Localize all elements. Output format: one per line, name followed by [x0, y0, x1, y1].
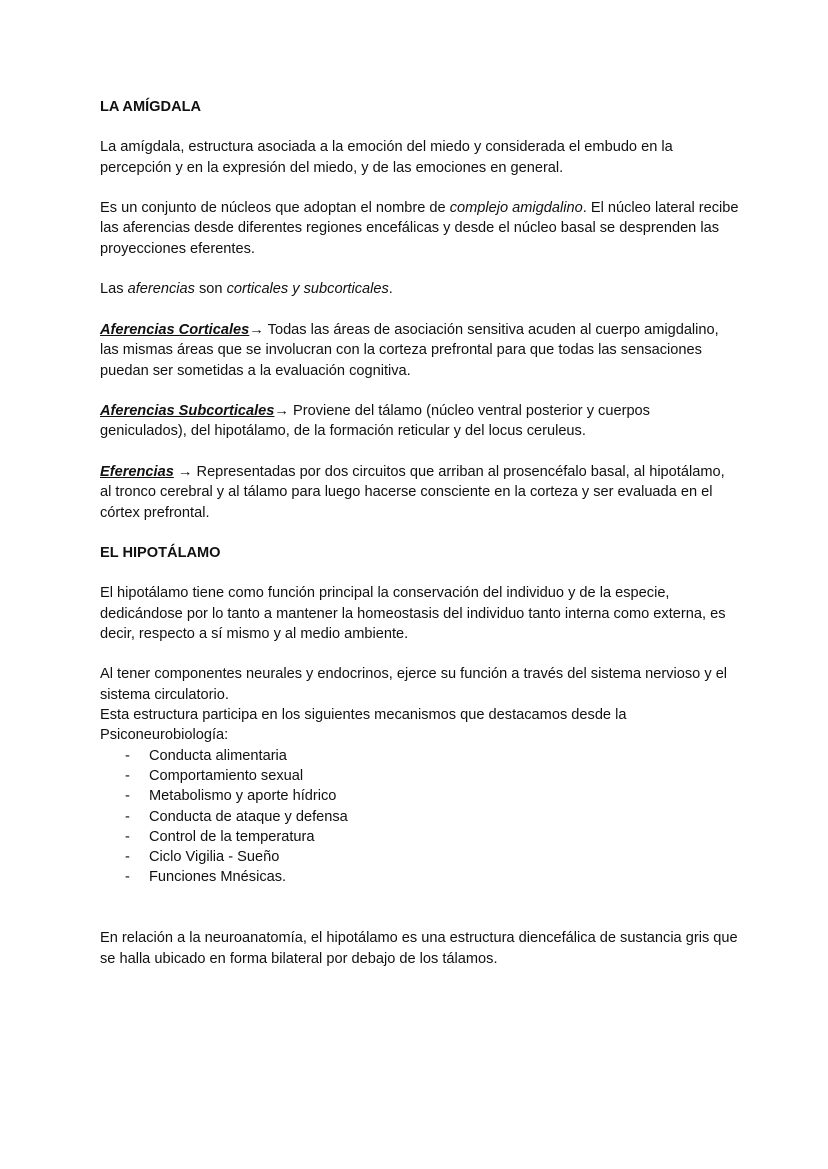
text-run: → Representadas por dos circuitos que arriban al prosencéfalo basal, al hipotálamo, al tronco cerebral y al tálamo para luego hacerse consciente en la corteza y ser evaluada en el córtex prefrontal. [100, 464, 725, 521]
list-item: - Funciones Mnésicas. [100, 867, 740, 887]
list-item: - Conducta alimentaria [100, 746, 740, 766]
hipotalamo-componentes-paragraph: Al tener componentes neurales y endocrinos, ejerce su función a través del sistema nervioso y el sistema circulatorio. [100, 666, 728, 703]
hipotalamo-mecanismos-intro: Esta estructura participa en los siguientes mecanismos que destacamos desde la Psiconeurobiología: [100, 707, 627, 744]
aferencias-subcorticales-term: Aferencias Subcorticales [100, 403, 275, 420]
complejo-amigdalino-term: complejo amigdalino [449, 200, 583, 217]
section-title-hipotalamo: EL HIPOTÁLAMO [100, 544, 221, 561]
text-run: → Todas las áreas de asociación sensitiva acuden al cuerpo amigdalino, las mismas áreas que se involucran con la corteza prefrontal para que todas las sensaciones puedan ser sometidas a la evaluación cognitiva. [100, 321, 719, 379]
text-run: son [194, 281, 227, 298]
corticales-subcorticales-term: corticales y subcorticales [226, 281, 389, 298]
amigdala-intro: La amígdala, estructura asociada a la emoción del miedo y considerada el embudo en la percepción y en la expresión del miedo, y de las emociones en general. [100, 139, 673, 176]
aferencias-term: aferencias [127, 281, 195, 298]
eferencias-term: Eferencias [100, 464, 174, 481]
aferencias-summary [100, 279, 740, 299]
text-run: → Proviene del tálamo (núcleo ventral posterior y cuerpos geniculados), del hipotálamo, de la formación reticular y del locus ceruleus. [100, 403, 650, 440]
hipotalamo-neuroanatomia-paragraph: En relación a la neuroanatomía, el hipotálamo es una estructura diencefálica de sustancia gris que se halla ubicado en forma bilateral por debajo de los tálamos. [100, 930, 738, 967]
list-item: - Comportamiento sexual [100, 766, 740, 786]
text-run: Las [100, 281, 128, 298]
list-item: - Ciclo Vigilia - Sueño [100, 847, 740, 867]
aferencias-corticales-paragraph [100, 320, 740, 381]
text-run: . El núcleo lateral recibe las aferencias desde diferentes regiones encefálicas y desde el núcleo basal se desprenden las proyecciones eferentes. [100, 200, 739, 257]
text-run: Es un conjunto de núcleos que adoptan el nombre de [100, 200, 450, 217]
aferencias-corticales-term: Aferencias Corticales [100, 321, 250, 338]
hipotalamo-funcion-paragraph: El hipotálamo tiene como función principal la conservación del individuo y de la especie, dedicándose por lo tanto a mantener la homeostasis del individuo tanto interna como externa, es decir, respecto a sí mismo y al medio ambiente. [100, 585, 726, 642]
eferencias-paragraph [100, 462, 740, 523]
mecanismos-list [100, 746, 740, 888]
section-title-amigdala: LA AMÍGDALA [100, 99, 202, 115]
document-body [100, 97, 740, 969]
amigdala-complejo-paragraph [100, 198, 740, 259]
text-run: . [388, 281, 393, 298]
list-item: - Conducta de ataque y defensa [100, 807, 740, 827]
list-item: - Metabolismo y aporte hídrico [100, 786, 740, 806]
list-item: - Control de la temperatura [100, 827, 740, 847]
aferencias-subcorticales-paragraph [100, 401, 740, 442]
